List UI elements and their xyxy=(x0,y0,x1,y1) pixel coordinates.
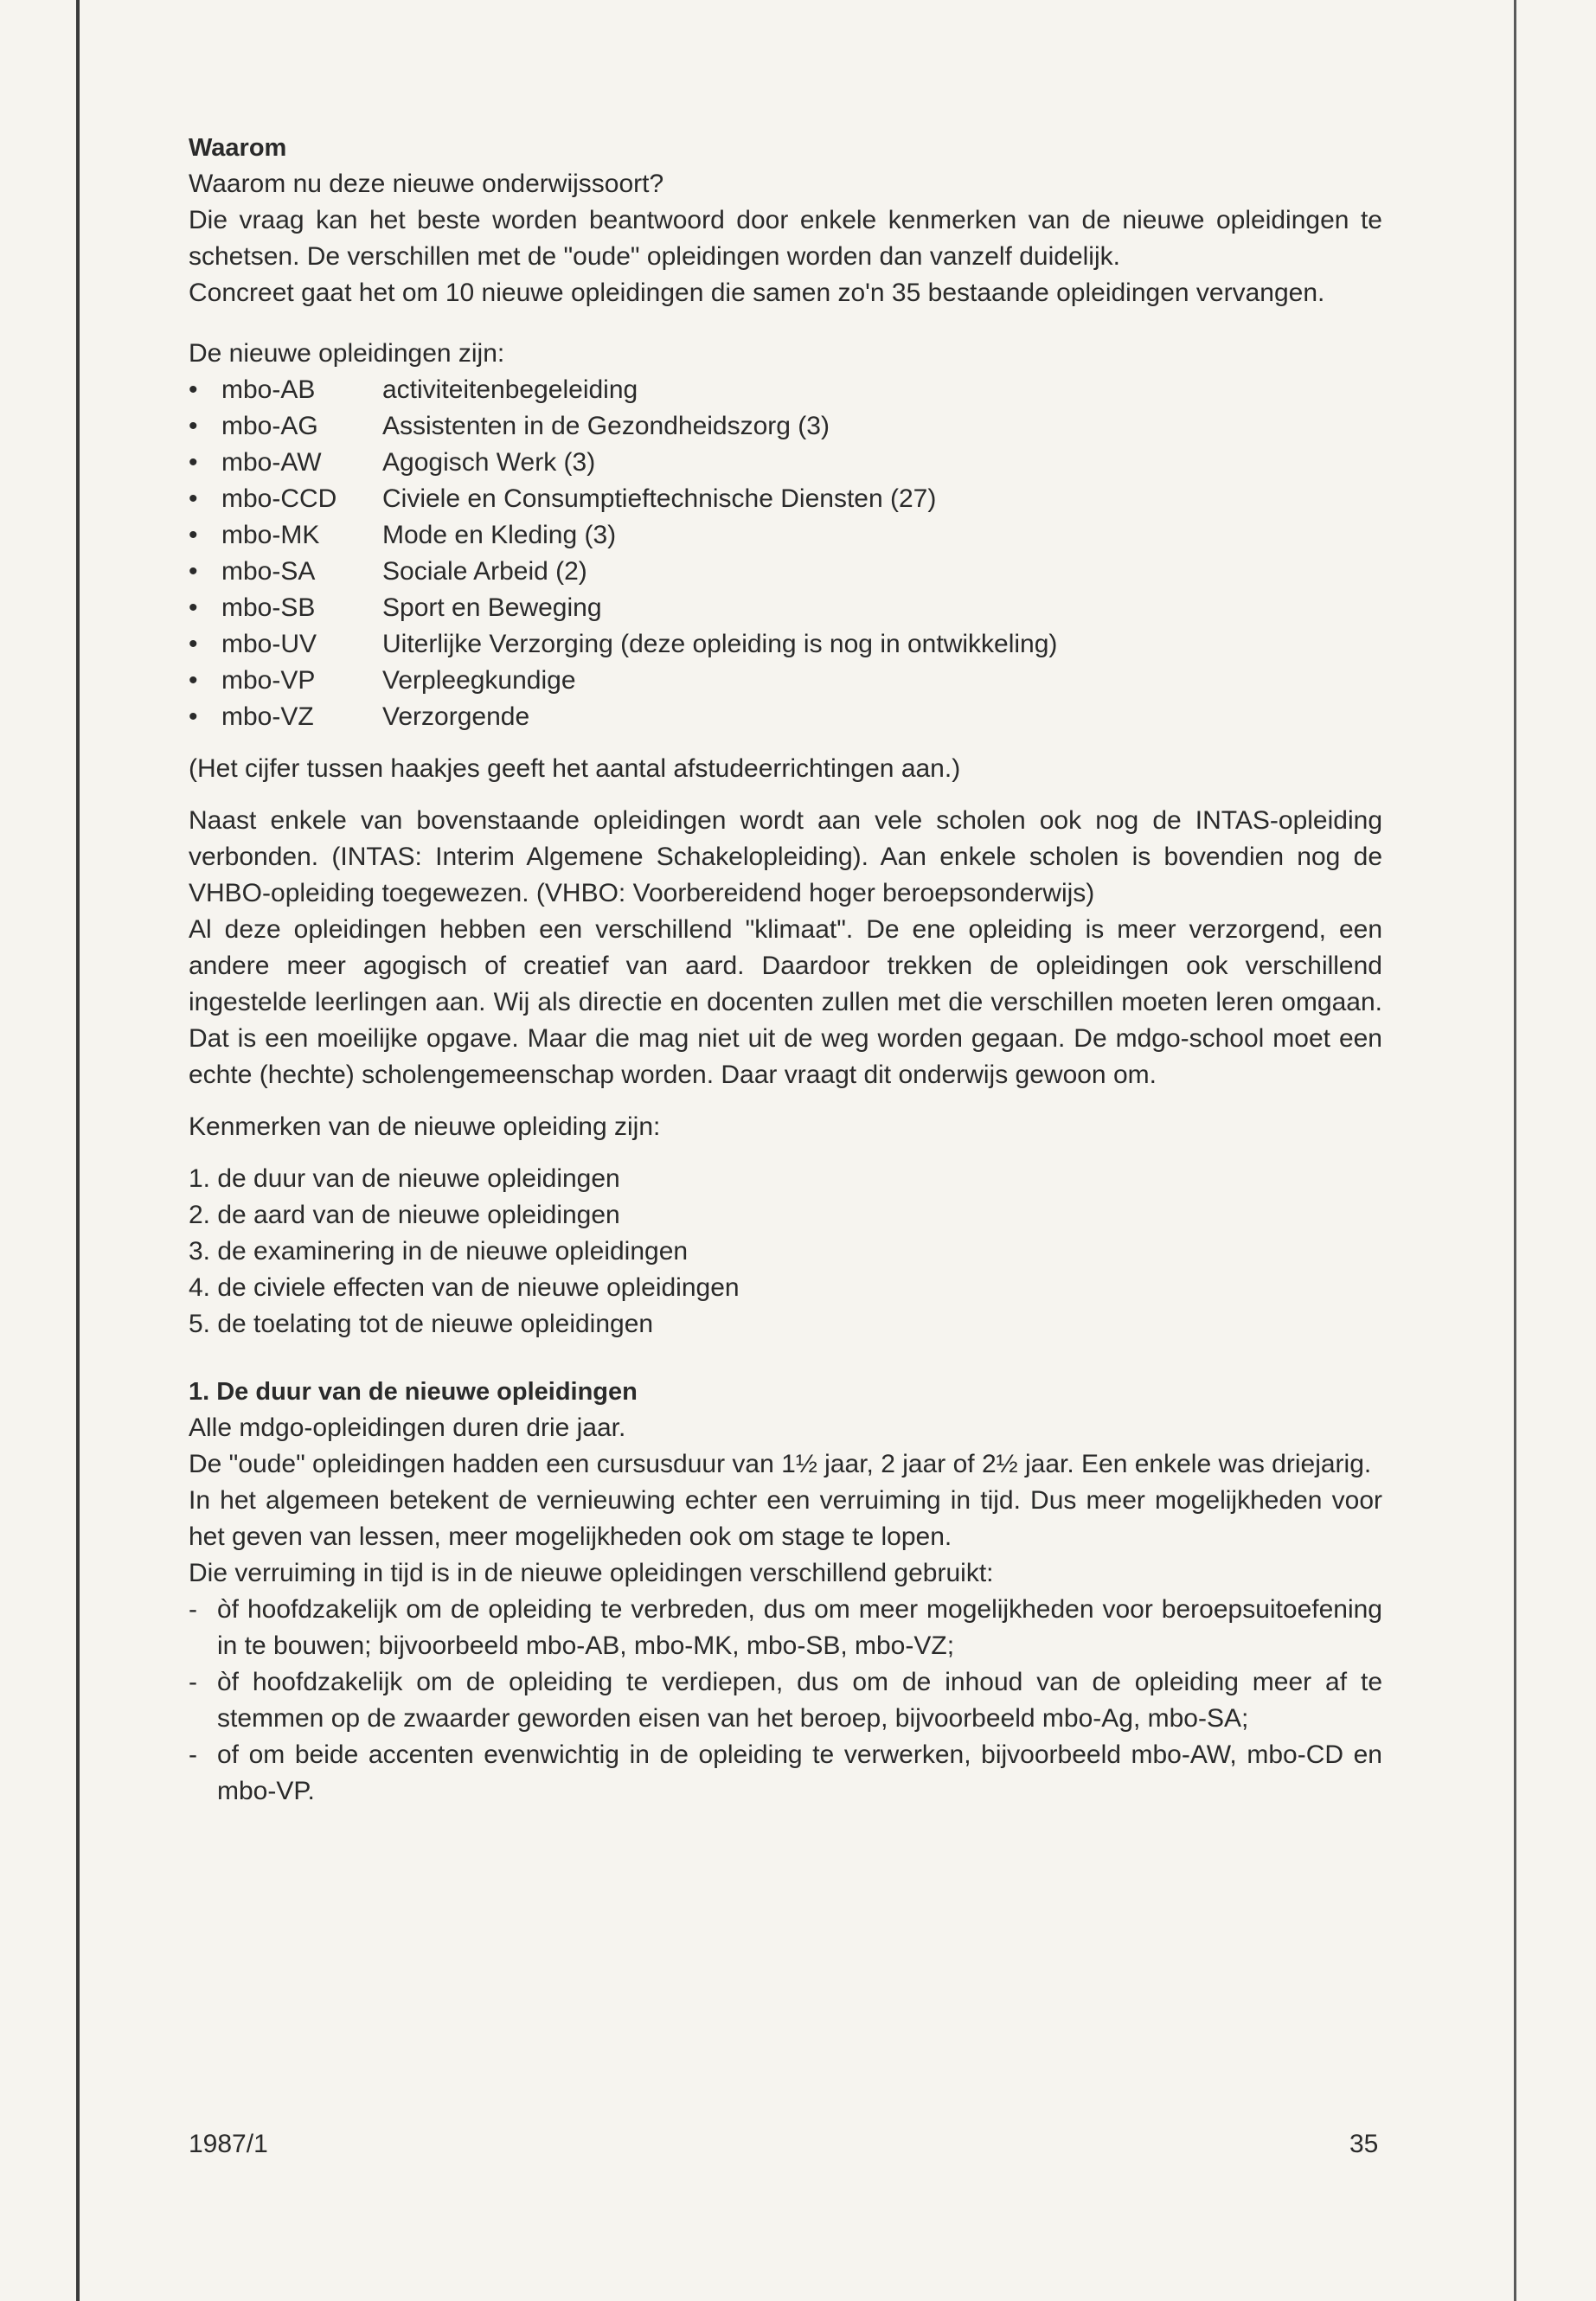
list-intro: De nieuwe opleidingen zijn: xyxy=(189,339,505,368)
program-name: Verzorgende xyxy=(382,702,530,731)
program-code: mbo-AB xyxy=(221,375,316,404)
bullet-icon: • xyxy=(189,521,198,549)
page-number: 35 xyxy=(1349,2130,1379,2158)
issue-number: 1987/1 xyxy=(189,2130,268,2158)
intro-paragraph: Concreet gaat het om 10 nieuwe opleidingen die samen zo'n 35 bestaande opleidingen vervangen. xyxy=(189,279,1325,307)
dash-item xyxy=(189,1592,1382,1664)
program-item xyxy=(189,372,1382,408)
bullet-icon: • xyxy=(189,448,198,477)
page-content xyxy=(189,130,1382,1810)
program-name: Agogisch Werk (3) xyxy=(382,448,596,477)
bullet-icon: • xyxy=(189,484,198,513)
program-item xyxy=(189,699,1382,735)
program-item xyxy=(189,626,1382,663)
section2-paragraph: In het algemeen betekent de vernieuwing echter een verruiming in tijd. Dus meer mogelijkheden voor het geven van lessen, meer mogelijkheden ook om stage te lopen. xyxy=(189,1486,1382,1551)
feature-item: 5. de toelating tot de nieuwe opleidingen xyxy=(189,1310,654,1338)
dash-marker: - xyxy=(189,1740,197,1769)
program-code: mbo-AG xyxy=(221,412,318,440)
program-name: Sociale Arbeid (2) xyxy=(382,557,587,586)
program-name: activiteitenbegeleiding xyxy=(382,375,638,404)
dash-list xyxy=(189,1592,1382,1810)
program-code: mbo-AW xyxy=(221,448,322,477)
bullet-icon: • xyxy=(189,375,198,404)
bullet-icon: • xyxy=(189,702,198,731)
program-name: Mode en Kleding (3) xyxy=(382,521,617,549)
dash-item xyxy=(189,1737,1382,1810)
section2-paragraph: Die verruiming in tijd is in de nieuwe opleidingen verschillend gebruikt: xyxy=(189,1559,994,1587)
dash-text: òf hoofdzakelijk om de opleiding te verbreden, dus om meer mogelijkheden voor beroepsuitoefening in te bouwen; bijvoorbeeld mbo-AB, mbo-MK, mbo-SB, mbo-VZ; xyxy=(217,1595,1382,1660)
bullet-icon: • xyxy=(189,666,198,695)
program-item xyxy=(189,445,1382,481)
program-item xyxy=(189,554,1382,590)
page-edge-left xyxy=(76,0,80,2301)
program-code: mbo-UV xyxy=(221,630,317,658)
feature-item: 1. de duur van de nieuwe opleidingen xyxy=(189,1164,620,1193)
feature-list xyxy=(189,1161,1382,1343)
bullet-icon: • xyxy=(189,557,198,586)
page-edge-right xyxy=(1514,0,1516,2301)
dash-item xyxy=(189,1664,1382,1737)
program-item xyxy=(189,663,1382,699)
program-item xyxy=(189,517,1382,554)
program-name: Verpleegkundige xyxy=(382,666,576,695)
program-name: Assistenten in de Gezondheidszorg (3) xyxy=(382,412,830,440)
program-item xyxy=(189,481,1382,517)
program-code: mbo-SB xyxy=(221,593,316,622)
feature-item: 2. de aard van de nieuwe opleidingen xyxy=(189,1201,620,1229)
dash-text: of om beide accenten evenwichtig in de opleiding te verwerken, bijvoorbeeld mbo-AW, mbo-CD en mbo-VP. xyxy=(217,1740,1382,1805)
intro-block xyxy=(189,166,1382,311)
dash-marker: - xyxy=(189,1595,197,1624)
body-paragraph: Naast enkele van bovenstaande opleidingen wordt aan vele scholen ook nog de INTAS-opleiding verbonden. (INTAS: Interim Algemene Schakelopleiding). Aan enkele scholen is bovendien nog de VHBO-opleiding toegewezen. (VHBO: Voorbereidend hoger beroepsonderwijs) xyxy=(189,806,1382,907)
bullet-icon: • xyxy=(189,412,198,440)
dash-text: òf hoofdzakelijk om de opleiding te verdiepen, dus om de inhoud van de opleiding meer af te stemmen op de zwaarder geworden eisen van het beroep, bijvoorbeeld mbo-Ag, mbo-SA; xyxy=(217,1668,1382,1733)
intro-question: Waarom nu deze nieuwe onderwijssoort? xyxy=(189,170,664,198)
footnote: (Het cijfer tussen haakjes geeft het aantal afstudeerrichtingen aan.) xyxy=(189,754,961,783)
section2-paragraph: De "oude" opleidingen hadden een cursusduur van 1½ jaar, 2 jaar of 2½ jaar. Een enkele was driejarig. xyxy=(189,1450,1372,1478)
dash-marker: - xyxy=(189,1668,197,1696)
program-code: mbo-SA xyxy=(221,557,316,586)
feature-item: 3. de examinering in de nieuwe opleidingen xyxy=(189,1237,689,1266)
features-intro: Kenmerken van de nieuwe opleiding zijn: xyxy=(189,1112,661,1141)
body-paragraph: Al deze opleidingen hebben een verschillend "klimaat". De ene opleiding is meer verzorgend, een andere meer agogisch of creatief van aard. Daardoor trekken de opleidingen ook verschillend ingestelde leerlingen aan. Wij als directie en docenten zullen met die verschillen moeten leren omgaan. Dat is een moeilijke opgave. Maar die mag niet uit de weg worden gegaan. De mdgo-school moet een echte (hechte) scholengemeenschap worden. Daar vraagt dit onderwijs gewoon om. xyxy=(189,915,1382,1089)
program-code: mbo-CCD xyxy=(221,484,337,513)
feature-item: 4. de civiele effecten van de nieuwe opleidingen xyxy=(189,1273,740,1302)
intro-paragraph: Die vraag kan het beste worden beantwoord door enkele kenmerken van de nieuwe opleidingen te schetsen. De verschillen met de "oude" opleidingen worden dan vanzelf duidelijk. xyxy=(189,206,1382,271)
program-code: mbo-VZ xyxy=(221,702,314,731)
bullet-icon: • xyxy=(189,630,198,658)
program-code: mbo-VP xyxy=(221,666,316,695)
program-item xyxy=(189,408,1382,445)
section-heading: 1. De duur van de nieuwe opleidingen xyxy=(189,1378,638,1406)
program-item xyxy=(189,590,1382,626)
program-name: Sport en Beweging xyxy=(382,593,602,622)
program-code: mbo-MK xyxy=(221,521,320,549)
program-list xyxy=(189,372,1382,735)
program-name: Civiele en Consumptieftechnische Diensten (27) xyxy=(382,484,937,513)
section-title: Waarom xyxy=(189,134,287,162)
bullet-icon: • xyxy=(189,593,198,622)
section2-paragraph: Alle mdgo-opleidingen duren drie jaar. xyxy=(189,1413,626,1442)
program-name: Uiterlijke Verzorging (deze opleiding is nog in ontwikkeling) xyxy=(382,630,1058,658)
